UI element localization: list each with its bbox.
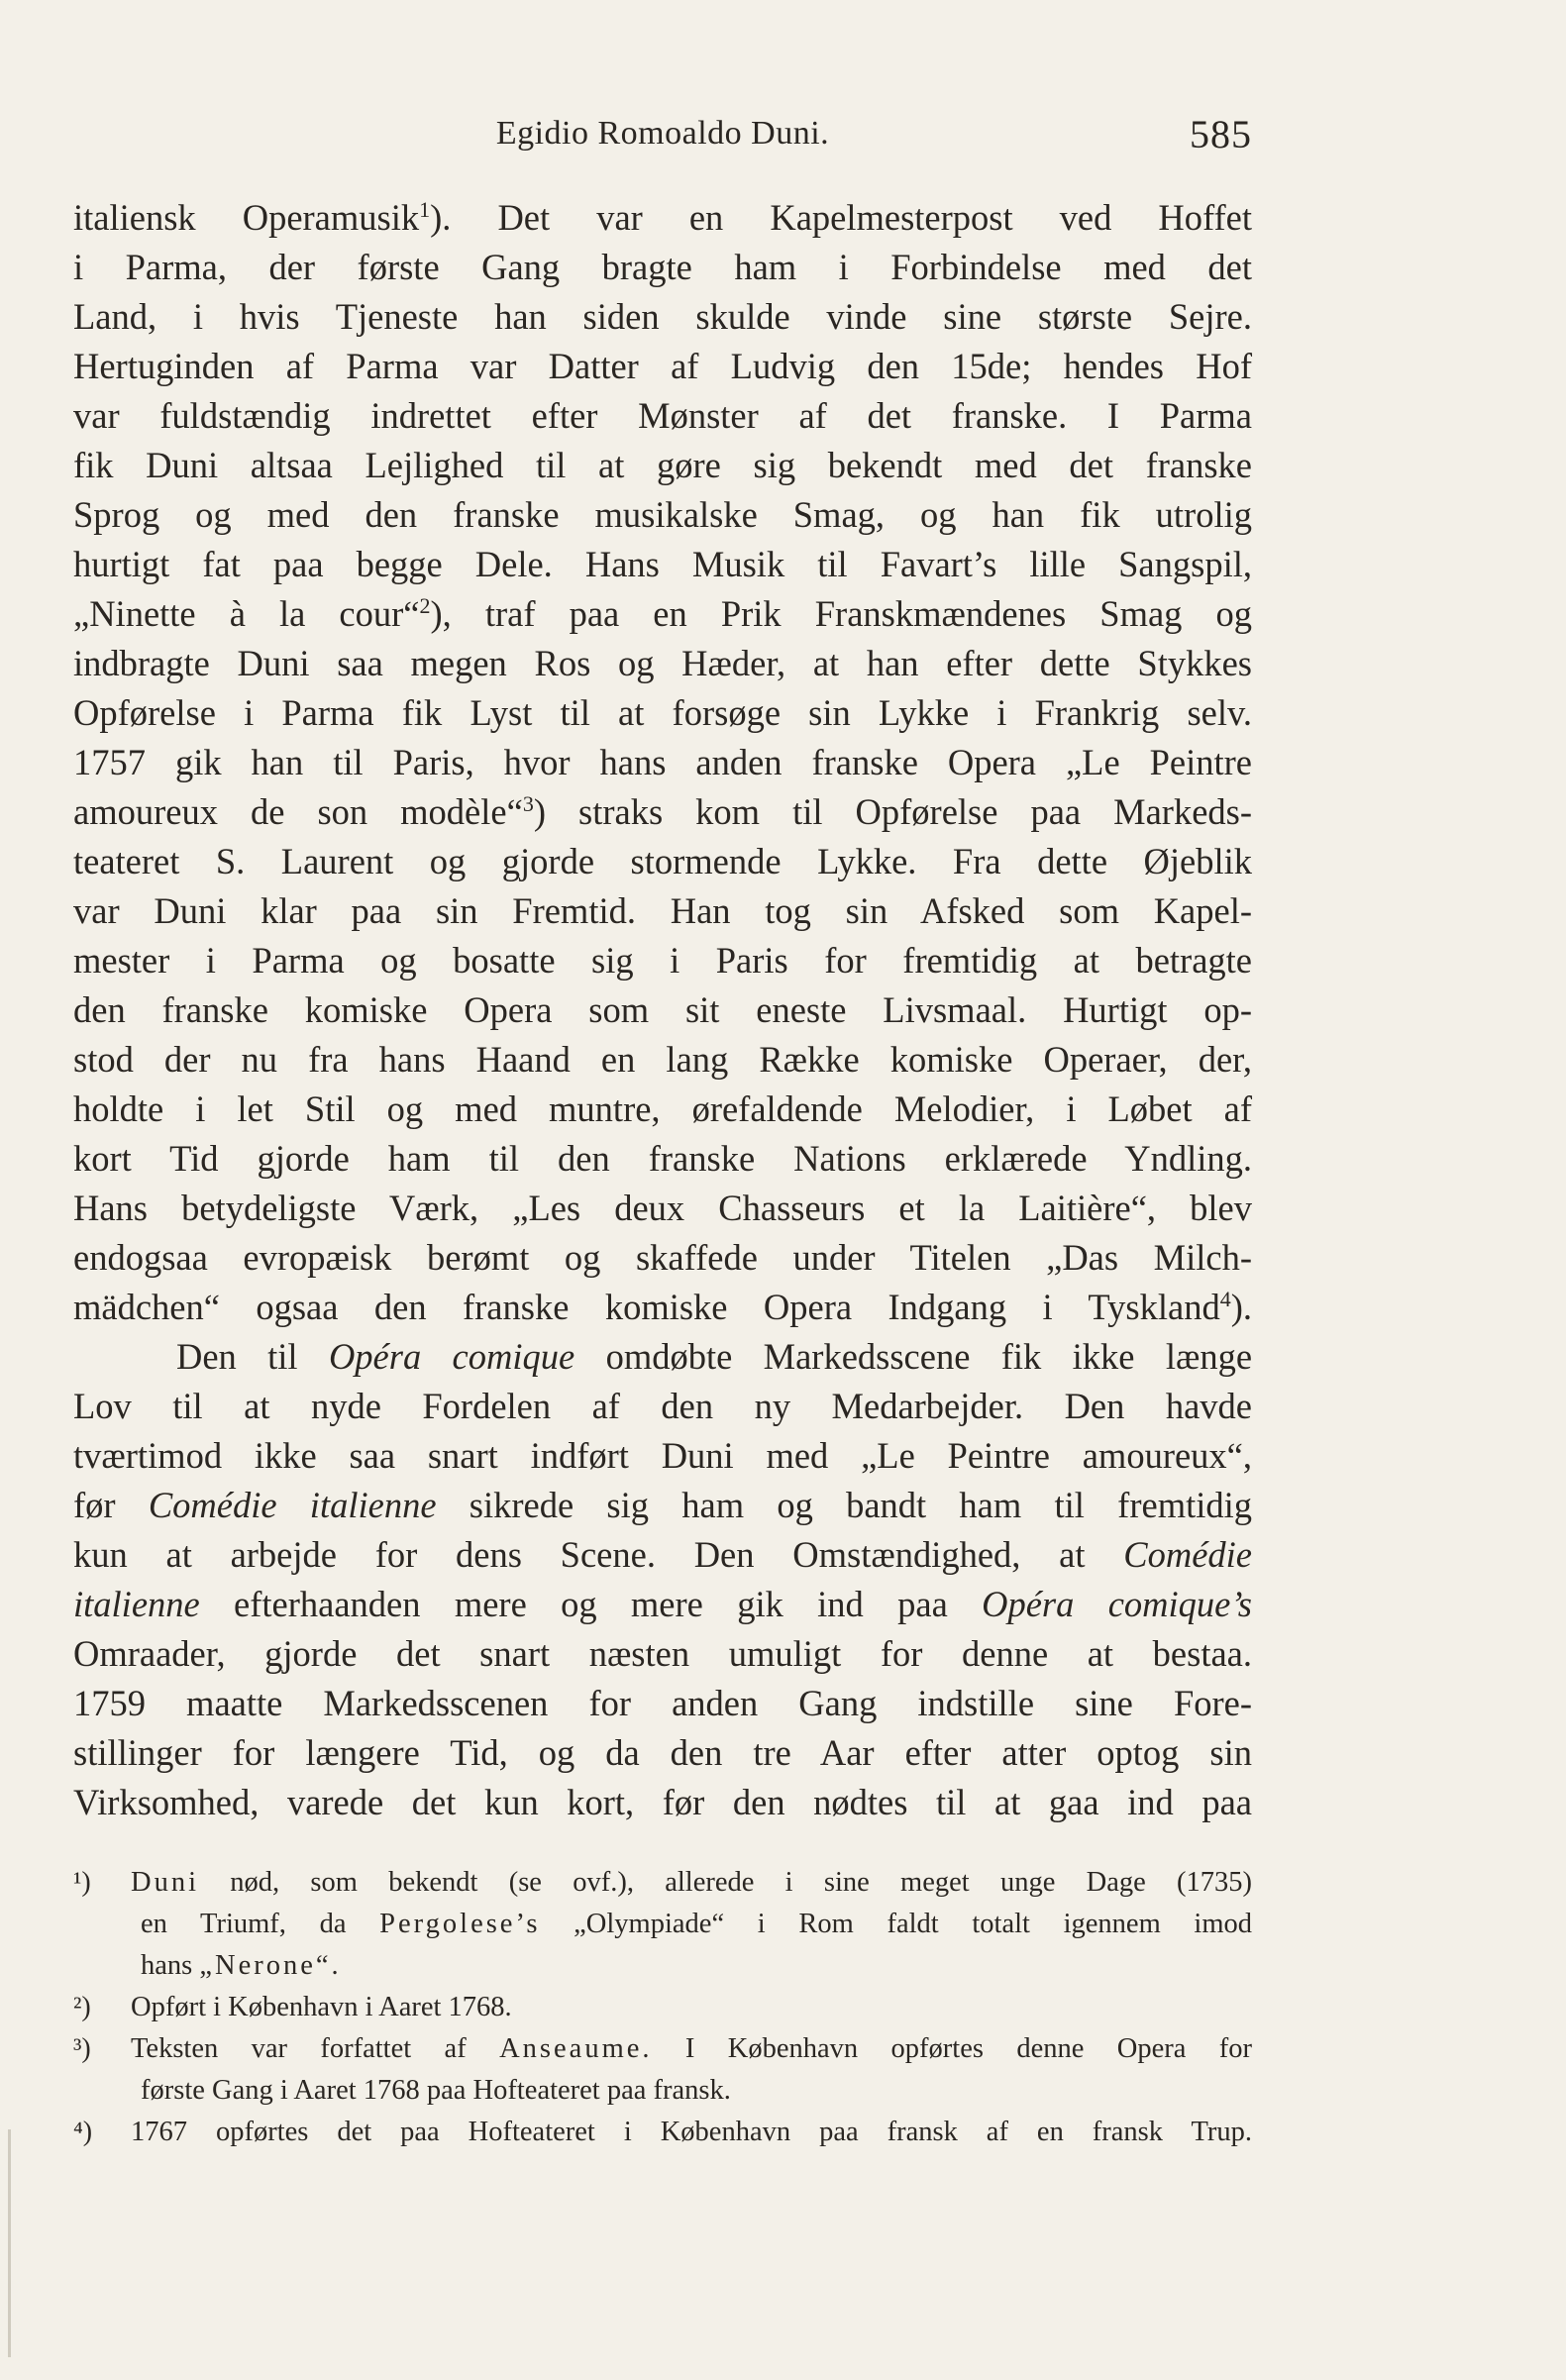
text-line: kort Tid gjorde ham til den franske Nations erklærede Yndling. xyxy=(73,1138,1252,1179)
text-line: Omraader, gjorde det snart næsten umuligt for denne at bestaa. xyxy=(73,1633,1252,1674)
text-line: Sprog og med den franske musikalske Smag, og han fik utrolig xyxy=(73,494,1252,535)
footnote-2: ²) Opført i København i Aaret 1768. xyxy=(73,1987,1252,2028)
footnote-ref: 4 xyxy=(1219,1286,1231,1311)
footnote-1-continued: hans „Nerone“. xyxy=(141,1950,342,1981)
person-name: Duni xyxy=(131,1867,199,1898)
text-line: var fuldstændig indrettet efter Mønster af det franske. I Parma xyxy=(73,395,1252,436)
running-head xyxy=(73,111,1252,155)
footnote-4: ⁴) 1767 opførtes det paa Hofteateret i København paa fransk af en fransk Trup. xyxy=(73,2112,1252,2153)
text-line: teateret S. Laurent og gjorde stormende Lykke. Fra dette Øjeblik xyxy=(73,841,1252,881)
footnote-1-continued: en Triumf, da Pergolese’s „Olympiade“ i Rom faldt totalt igennem imod xyxy=(141,1909,1253,1939)
text-line: italiensk Operamusik$^1$). Det var en Kapelmesterpost ved Hoffet xyxy=(73,196,1253,238)
text-line: var Duni klar paa sin Fremtid. Han tog sin Afsked som Kapel- xyxy=(73,890,1252,931)
footnote-marker: ¹) xyxy=(73,1867,91,1898)
text-line: Lov til at nyde Fordelen af den ny Medarbejder. Den havde xyxy=(73,1386,1252,1426)
text-line: Hans betydeligste Værk, „Les deux Chasseurs et la Laitière“, blev xyxy=(73,1188,1252,1228)
italic-term: Comédie italienne xyxy=(148,1485,437,1525)
page-number: 585 xyxy=(1190,112,1252,156)
text-line: stillinger for længere Tid, og da den tre Aar efter atter optog sin xyxy=(73,1732,1252,1773)
text-line: „Ninette à la cour“$^2$), traf paa en Prik Franskmændenes Smag og xyxy=(73,592,1253,634)
text-line: hurtigt fat paa begge Dele. Hans Musik til Favart’s lille Sangspil, xyxy=(73,544,1252,584)
text-line: stod der nu fra hans Haand en lang Række komiske Operaer, der, xyxy=(73,1039,1252,1080)
text-line: tværtimod ikke saa snart indført Duni med „Le Peintre amoureux“, xyxy=(73,1435,1252,1476)
footnote-ref: 2 xyxy=(419,592,431,618)
running-title: Egidio Romoaldo Duni. xyxy=(495,115,830,152)
text-line: før Comédie italienne sikrede sig ham og bandt ham til fremtidig xyxy=(73,1485,1253,1525)
text-line: kun at arbejde for dens Scene. Den Omstændighed, at Comédie xyxy=(73,1534,1252,1575)
italic-term: italienne xyxy=(73,1584,200,1624)
text-line: Virksomhed, varede det kun kort, før den nødtes til at gaa ind paa xyxy=(73,1782,1252,1822)
text-line: mädchen“ ogsaa den franske komiske Opera Indgang i Tyskland$^4$). xyxy=(73,1286,1252,1327)
italic-term: Comédie xyxy=(1123,1534,1252,1575)
text-line: fik Duni altsaa Lejlighed til at gøre sig bekendt med det franske xyxy=(73,445,1252,485)
text-line: holdte i let Stil og med muntre, ørefaldende Melodier, i Løbet af xyxy=(73,1088,1252,1129)
text-line: 1759 maatte Markedsscenen for anden Gang indstille sine Fore- xyxy=(73,1683,1252,1723)
text-line: mester i Parma og bosatte sig i Paris for fremtidig at betragte xyxy=(73,940,1252,981)
text-line: Land, i hvis Tjeneste han siden skulde vinde sine største Sejre. xyxy=(73,296,1252,337)
work-title: „Nerone“. xyxy=(199,1950,342,1981)
text-line: 1757 gik han til Paris, hvor hans anden franske Opera „Le Peintre xyxy=(73,742,1252,782)
text-line: Opførelse i Parma fik Lyst til at forsøge sin Lykke i Frankrig selv. xyxy=(73,692,1252,733)
footnotes xyxy=(73,1862,1252,2153)
footnote-marker: ³) xyxy=(73,2033,91,2064)
person-name: Anseaume. xyxy=(499,2033,653,2064)
text-line: den franske komiske Opera som sit eneste Livsmaal. Hurtigt op- xyxy=(73,989,1252,1030)
footnote-marker: ²) xyxy=(73,1992,91,2022)
italic-term: Opéra comique’s xyxy=(982,1584,1253,1624)
text-line: endogsaa evropæisk berømt og skaffede under Titelen „Das Milch- xyxy=(73,1237,1252,1278)
scan-margin-mark xyxy=(8,2129,11,2357)
footnote-ref: 1 xyxy=(419,196,431,222)
person-name: Pergolese’s xyxy=(379,1909,541,1939)
footnote-3: ³) Teksten var forfattet af Anseaume. I København opførtes denne Opera for xyxy=(73,2028,1252,2070)
footnote-ref: 3 xyxy=(522,790,534,816)
text-line: i Parma, der første Gang bragte ham i Forbindelse med det xyxy=(73,247,1252,287)
text-line: Hertuginden af Parma var Datter af Ludvig den 15de; hendes Hof xyxy=(73,346,1252,386)
italic-term: Opéra comique xyxy=(328,1336,575,1377)
footnote-3-continued: første Gang i Aaret 1768 paa Hofteateret paa fransk. xyxy=(141,2075,731,2106)
text-line: indbragte Duni saa megen Ros og Hæder, at han efter dette Stykkes xyxy=(73,643,1252,683)
footnote-marker: ⁴) xyxy=(73,2117,93,2147)
text-line: italienne efterhaanden mere og mere gik ind paa Opéra comique’s xyxy=(73,1584,1253,1624)
body-text xyxy=(73,193,1252,1827)
text-line: amoureux de son modèle“$^3$) straks kom til Opførelse paa Markeds- xyxy=(73,790,1253,832)
text-line-paragraph-start: Den til Opéra comique omdøbte Markedsscene fik ikke længe xyxy=(176,1336,1253,1377)
footnote-1: ¹) Duni nød, som bekendt (se ovf.), allerede i sine meget unge Dage (1735) xyxy=(73,1862,1252,1904)
